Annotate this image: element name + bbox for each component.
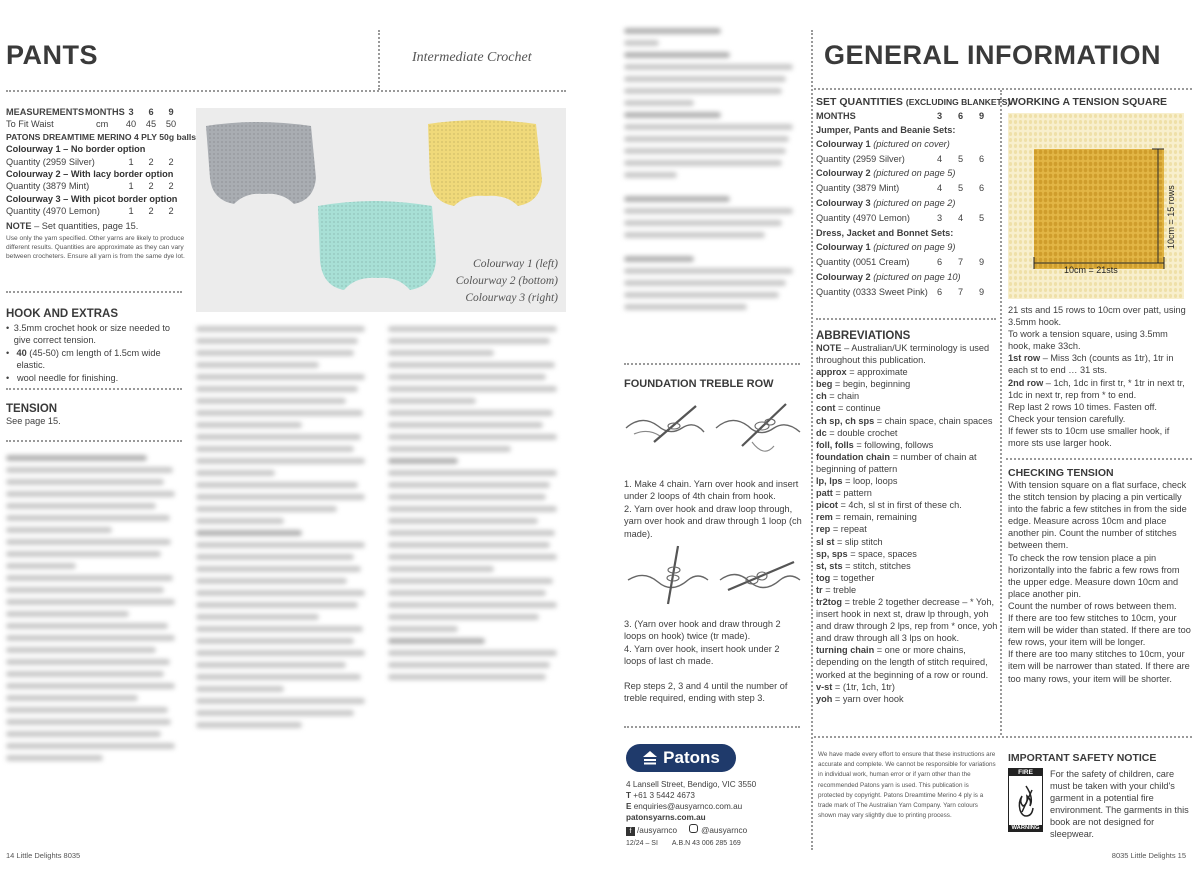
patons-logo-icon bbox=[642, 750, 658, 766]
abbr-item: yoh = yarn over hook bbox=[816, 693, 904, 704]
abbr-item: beg = begin, beginning bbox=[816, 379, 911, 390]
brand-email-link[interactable]: enquiries@ausyarnco.com.au bbox=[633, 802, 743, 811]
colourway-3-heading: Colourway 3 – With picot border option bbox=[6, 193, 178, 204]
flame-icon bbox=[1016, 784, 1036, 818]
abbreviations-heading: ABBREVIATIONS bbox=[816, 330, 911, 342]
tension-label-horizontal: 10cm = 21sts bbox=[1064, 265, 1118, 275]
checking-tension-block: CHECKING TENSION With tension square on a flat surface, check the stitch tension by placing a pin vertically into the fabric a few stitches in from the side edge. Measure across 10cm and place another pin. Count the number of stitches between them. To check the row tension place a pin horizontally into the fabric a few rows from the upper edge. Measure down 10cm and place another pin. Count the number of rows between them. If there are too few stitches to 10cm, your item will be wider than stated. If there are too few rows, your item will be longer. If there are too many stitches to 10cm, your item will be narrower than stated. If there are too many rows, your item will be shorter. bbox=[1008, 467, 1191, 684]
months-label: MONTHS bbox=[85, 107, 125, 117]
tension-label-vertical: 10cm = 15 rows bbox=[1166, 185, 1176, 249]
safety-text: For the safety of children, care must be taken with your child's garment in a potential fire environment. The garments in this book are not designed for sleepwear. bbox=[1050, 769, 1189, 840]
foundation-illustration-2 bbox=[624, 540, 802, 610]
patons-logo: Patons bbox=[626, 744, 736, 772]
tension-heading: TENSION bbox=[6, 403, 58, 415]
foundation-illustration-1 bbox=[624, 398, 802, 470]
page-title-general-information: GENERAL INFORMATION bbox=[824, 40, 1161, 70]
blurred-instructions-col4 bbox=[624, 28, 800, 348]
hook-heading: HOOK AND EXTRAS bbox=[6, 308, 119, 320]
abbr-item: sp, sps = space, spaces bbox=[816, 548, 917, 559]
instagram-icon bbox=[689, 824, 698, 833]
abbr-item: tr2tog = treble 2 together decrease – * Yoh, insert hook in next st, draw lp through, yoh and draw through 2 lps, rep from * once, yoh and draw through all 3 lps on hook. bbox=[816, 596, 998, 644]
foundation-heading: FOUNDATION TREBLE ROW bbox=[624, 378, 774, 390]
fire-warning-icon: FIRE WARNING bbox=[1008, 768, 1043, 832]
checking-tension-heading: CHECKING TENSION bbox=[1008, 467, 1114, 479]
abbr-item: ch = chain bbox=[816, 391, 860, 402]
foundation-steps-3-4: 3. (Yarn over hook and draw through 2 loops on hook) twice (tr made). 4. Yarn over hook, insert hook under 2 loops of last ch made. Rep steps 2, 3 and 4 until the number of treble required, ending with step 3. bbox=[624, 619, 788, 704]
measurements-heading: MEASUREMENTS bbox=[6, 107, 85, 117]
waist-label: To Fit Waist bbox=[6, 119, 54, 130]
abbr-item: sl st = slip stitch bbox=[816, 536, 883, 547]
abbr-item: v-st = (1tr, 1ch, 1tr) bbox=[816, 681, 895, 692]
set-quantities-block: SET QUANTITIES (EXCLUDING BLANKETS) MONTHS 3 6 9 Jumper, Pants and Beanie Sets: Colourway 1 (pictured on cover) Quantity (2959 Silver) 4 5 6 Colourway 2 (pictured on page 5) Quantity (3879 Mint) 4 5 6 Colourway 3 (pictured on page 2) Quantity (4970 Lemon) 3 4 5 Dress, Jacket and Bonnet Sets: Colourway 1 (pictured on page 9) Quantity (0051 Cream) 6 7 9 Colourway 2 (pictured on page 10) Quantity (0333 Sweet Pink) 6 7 9 bbox=[816, 96, 1011, 297]
tension-square-text: 21 sts and 15 rows to 10cm over patt, using 3.5mm hook. To work a tension square, using 3.5mm hook, make 33ch. 1st row – Miss 3ch (counts as 1tr), 1tr in each st to end … 31 sts. 2nd row – 1ch, 1dc in first tr, * 1tr in next tr, 1dc in next tr, rep from * to end. Rep last 2 rows 10 times. Fasten off. Check your tension carefully. If fewer sts to 10cm use smaller hook, if more sts use larger hook. bbox=[1008, 305, 1186, 449]
tension-block: TENSION See page 15. bbox=[6, 403, 61, 426]
abbr-item: ch sp, ch sps = chain space, chain spaces bbox=[816, 415, 993, 426]
abbr-item: turning chain = one or more chains, depending on the length of stitch required, worked at the beginning of a row or round. bbox=[816, 645, 989, 680]
abbr-item: st, sts = stitch, stitches bbox=[816, 560, 911, 571]
product-photo bbox=[196, 108, 566, 312]
facebook-icon: f bbox=[626, 827, 635, 836]
abbr-item: rem = remain, remaining bbox=[816, 512, 917, 523]
caption-colourway-1: Colourway 1 (left) bbox=[473, 258, 558, 270]
abbr-item: picot = 4ch, sl st in first of these ch. bbox=[816, 500, 962, 511]
abbr-item: cont = continue bbox=[816, 403, 881, 414]
yarn-fine-print: Use only the yarn specified. Other yarns are likely to produce different results. Quantities are approximate as they can vary between crocheters. Ensure all yarn is from the same dye lot. bbox=[6, 235, 185, 261]
abbr-item: lp, lps = loop, loops bbox=[816, 476, 898, 487]
skill-level: Intermediate Crochet bbox=[412, 50, 532, 65]
right-footer: 8035 Little Delights 15 bbox=[1111, 851, 1186, 860]
abbr-item: tog = together bbox=[816, 572, 875, 583]
blurred-instructions-col1 bbox=[6, 455, 182, 840]
abbreviations-block: ABBREVIATIONS NOTE – Australian/UK terminology is used throughout this publication. approx = approximate beg = begin, beginning ch = chain cont = continue ch sp, ch sps = chain space, chain spaces dc = double crochet foll, folls = following, follows foundation chain = number of chain at beginning of pattern lp, lps = loop, loops patt = pattern picot = 4ch, sl st in first of these ch. rem = remain, remaining rep = repeat sl st = slip stitch sp, sps = space, spaces st, sts = stitch, stitches tog = together tr = treble tr2tog = treble 2 together decrease – * Yoh, insert hook in next st, draw lp through, yoh and draw through 2 lps, rep from * once, yoh and draw through all 3 lps on hook. turning chain = one or more chains, depending on the length of stitch required, worked at the beginning of a row or round. v-st = (1tr, 1ch, 1tr) yoh = yarn over hook bbox=[816, 330, 1000, 705]
abbr-item: tr = treble bbox=[816, 584, 857, 595]
blurred-instructions-col3 bbox=[388, 326, 564, 796]
measurements-note: NOTE – Set quantities, page 15. bbox=[6, 220, 139, 231]
measurements-block: MEASUREMENTS MONTHS 3 6 9 To Fit Waist cm 40 45 50 PATONS DREAMTIME MERINO 4 PLY 50g balls Colourway 1 – No border option Quantity (2959 Silver) 1 2 2 Colourway 2 – With lacy border option Quantity (3879 Mint) 1 2 2 Colourway 3 – With picot border option Quantity (4970 Lemon) 1 2 2 NOTE – Set quantities, page 15. Use only the yarn specified. Other yarns are likely to produce different results. Quantities are approximate as they can vary between crocheters. Ensure all yarn is from the same dye lot. bbox=[6, 107, 197, 261]
abbr-item: rep = repeat bbox=[816, 524, 867, 535]
colourway-1-heading: Colourway 1 – No border option bbox=[6, 144, 146, 155]
page-title-pants: PANTS bbox=[6, 40, 99, 70]
hook-extras-block: HOOK AND EXTRAS • 3.5mm crochet hook or size needed to give correct tension. • 40 (45-50) cm length of 1.5cm wide elastic. • wool needle for finishing. bbox=[6, 308, 184, 384]
set-quantities-heading: SET QUANTITIES bbox=[816, 96, 903, 108]
brand-website-link[interactable]: patonsyarns.com.au bbox=[626, 813, 706, 822]
abbr-item: dc = double crochet bbox=[816, 427, 898, 438]
yarn-name: PATONS DREAMTIME MERINO 4 PLY 50g balls bbox=[6, 131, 197, 142]
safety-heading: IMPORTANT SAFETY NOTICE bbox=[1008, 752, 1157, 764]
tension-square-photo bbox=[1008, 113, 1184, 299]
abbr-item: approx = approximate bbox=[816, 367, 908, 378]
caption-colourway-2: Colourway 2 (bottom) bbox=[455, 275, 558, 287]
abbr-item: patt = pattern bbox=[816, 488, 872, 499]
facebook-handle[interactable]: /ausyarnco bbox=[637, 826, 678, 835]
instagram-handle[interactable]: @ausyarnco bbox=[701, 826, 748, 835]
foundation-steps-1-2: 1. Make 4 chain. Yarn over hook and insert under 2 loops of 4th chain from hook. 2. Yarn over hook and draw loop through, yarn over hook and draw through 1 loop (ch made). bbox=[624, 479, 802, 539]
abbr-item: foundation chain = number of chain at beginning of pattern bbox=[816, 451, 977, 474]
abbr-item: foll, folls = following, follows bbox=[816, 439, 934, 450]
brand-contact: 4 Lansell Street, Bendigo, VIC 3550 T +61 3 5442 4673 E enquiries@ausyarnco.com.au patonsyarns.com.au f /ausyarnco @ausyarnco 12/24 – SI A.B.N 43 006 285 169 bbox=[626, 780, 757, 847]
caption-colourway-3: Colourway 3 (right) bbox=[465, 292, 558, 304]
disclaimer: We have made every effort to ensure that these instructions are accurate and complete. We cannot be responsible for variations in individual work, human error or if yarn other than the recommended Patons yarn is used. This publication is protected by copyright. Patons Dreamtime Merino 4 ply is a trade mark of The Australian Yarn Company. Yarn colours shown may vary slightly due to printing process. bbox=[818, 751, 996, 820]
left-footer: 14 Little Delights 8035 bbox=[6, 851, 81, 860]
tension-square-heading: WORKING A TENSION SQUARE bbox=[1008, 96, 1168, 108]
blurred-instructions-col2 bbox=[196, 326, 372, 836]
colourway-2-heading: Colourway 2 – With lacy border option bbox=[6, 169, 174, 180]
